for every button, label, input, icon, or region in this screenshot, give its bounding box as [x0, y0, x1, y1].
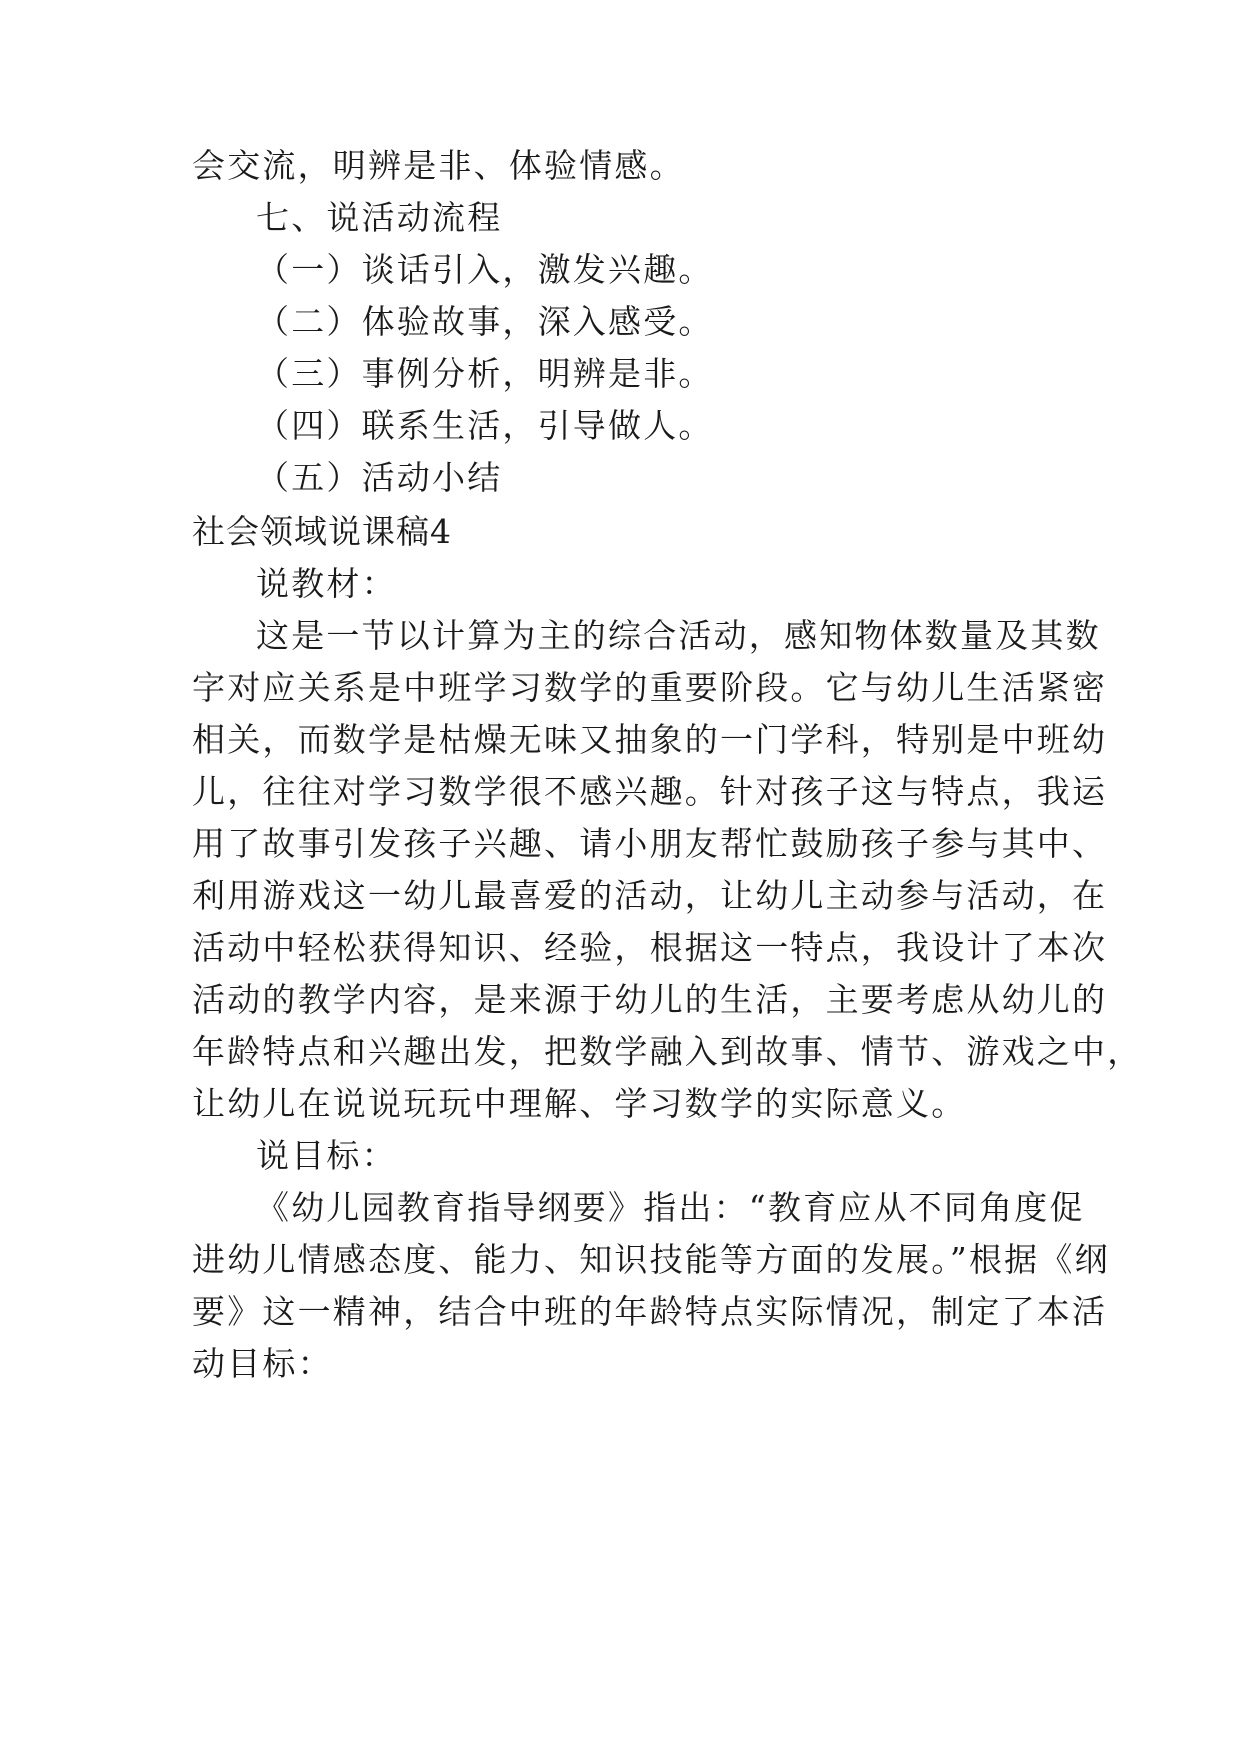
- paragraph-line: 《幼儿园教育指导纲要》指出：“教育应从不同角度促: [256, 1188, 1085, 1227]
- paragraph-line: 用了故事引发孩子兴趣、请小朋友帮忙鼓励孩子参与其中、: [192, 824, 1108, 863]
- list-item: （三）事例分析，明辨是非。: [256, 354, 714, 393]
- paragraph-line: 字对应关系是中班学习数学的重要阶段。它与幼儿生活紧密: [192, 668, 1108, 707]
- paragraph-line: 相关，而数学是枯燥无味又抽象的一门学科，特别是中班幼: [192, 720, 1108, 759]
- paragraph-line: 儿，往往对学习数学很不感兴趣。针对孩子这与特点，我运: [192, 772, 1108, 811]
- paragraph-line: 活动的教学内容，是来源于幼儿的生活，主要考虑从幼儿的: [192, 980, 1108, 1019]
- paragraph-line: 让幼儿在说说玩玩中理解、学习数学的实际意义。: [192, 1084, 967, 1123]
- paragraph-line: 年龄特点和兴趣出发，把数学融入到故事、情节、游戏之中，: [192, 1032, 1143, 1071]
- list-item: （四）联系生活，引导做人。: [256, 406, 714, 445]
- paragraph-line: 要》这一精神，结合中班的年龄特点实际情况，制定了本活: [192, 1292, 1108, 1331]
- paragraph-line: 会交流，明辨是非、体验情感。: [192, 146, 685, 185]
- document-title: 社会领域说课稿4: [192, 512, 452, 551]
- paragraph-line: 动目标：: [192, 1344, 333, 1383]
- section-heading: 七、说活动流程: [256, 198, 503, 237]
- paragraph-line: 这是一节以计算为主的综合活动，感知物体数量及其数: [256, 616, 1101, 655]
- list-item: （二）体验故事，深入感受。: [256, 302, 714, 341]
- paragraph-line: 进幼儿情感态度、能力、知识技能等方面的发展。”根据《纲: [192, 1240, 1110, 1279]
- paragraph-line: 利用游戏这一幼儿最喜爱的活动，让幼儿主动参与活动，在: [192, 876, 1108, 915]
- list-item: （一）谈话引入，激发兴趣。: [256, 250, 714, 289]
- list-item: （五）活动小结: [256, 458, 503, 497]
- subsection-heading: 说教材：: [256, 564, 397, 603]
- paragraph-line: 活动中轻松获得知识、经验，根据这一特点，我设计了本次: [192, 928, 1108, 967]
- subsection-heading: 说目标：: [256, 1136, 397, 1175]
